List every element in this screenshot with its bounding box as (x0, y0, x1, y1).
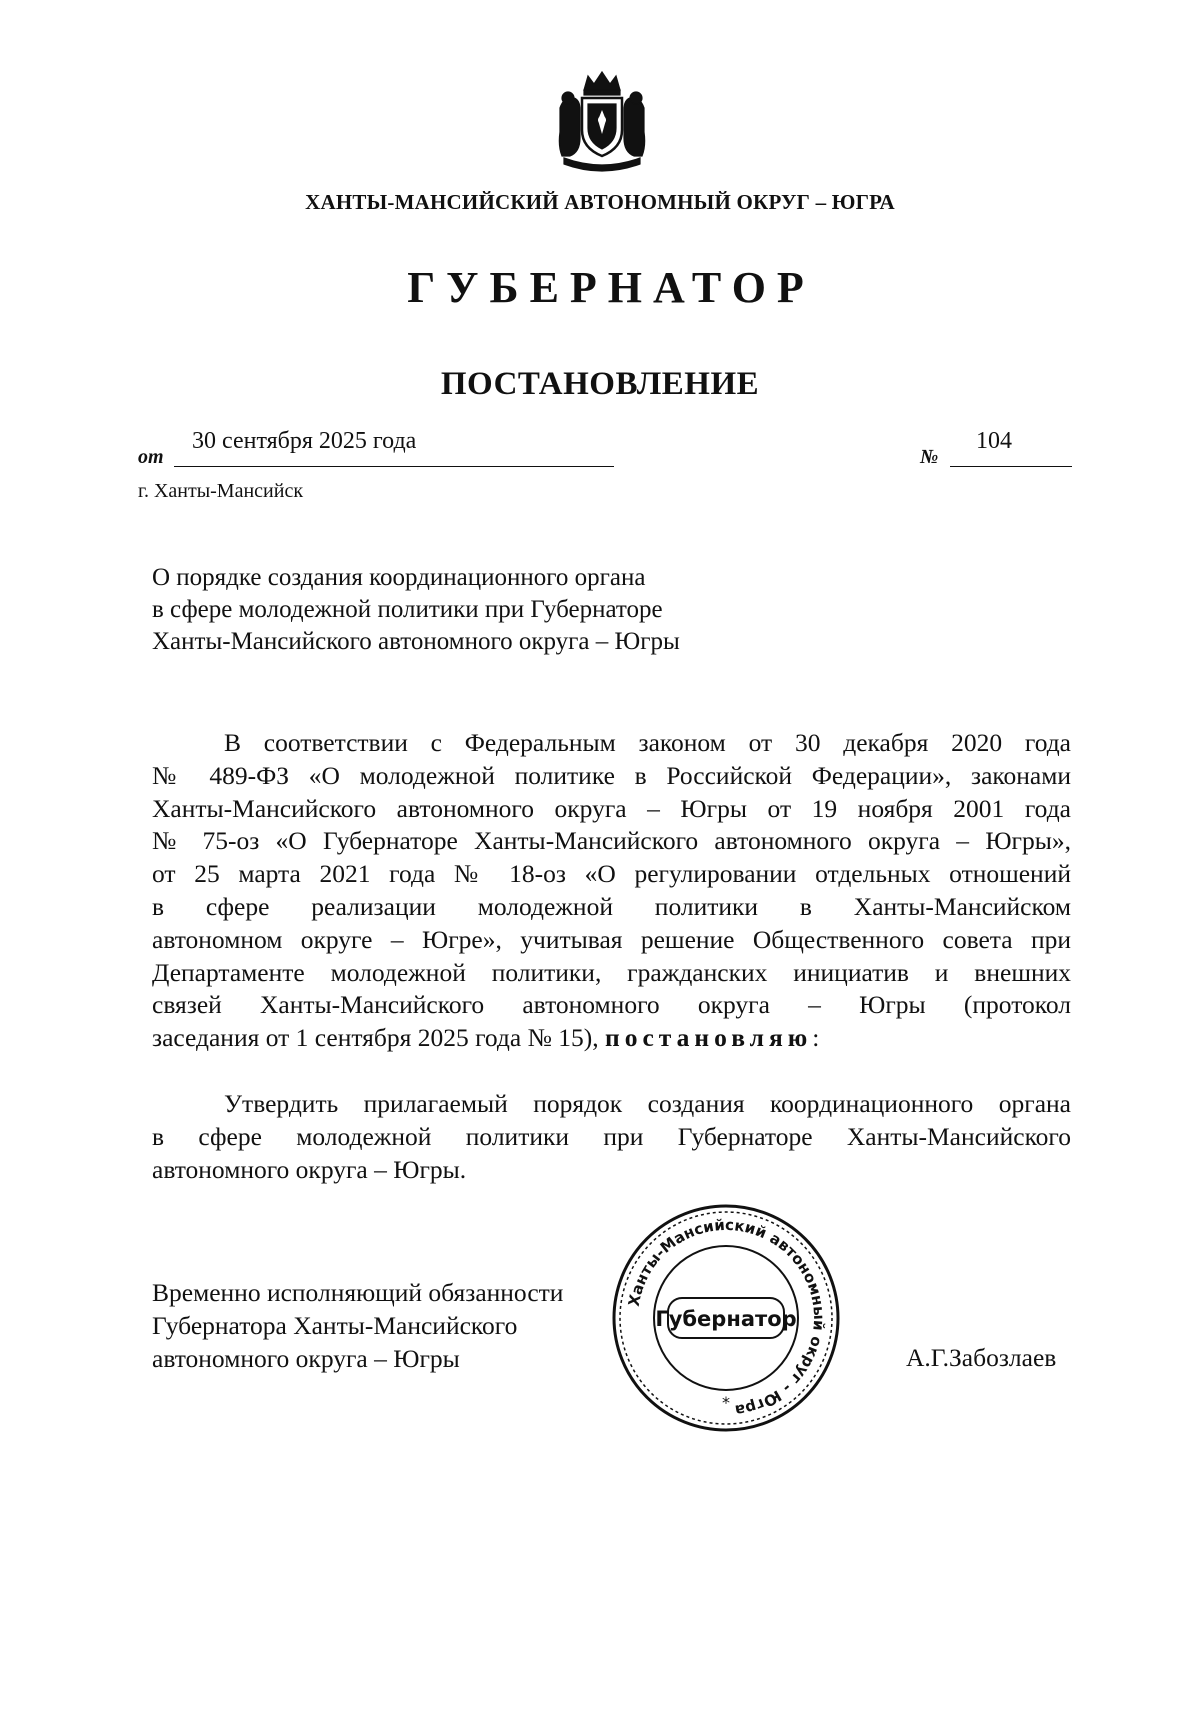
signatory-title-line: Временно исполняющий обязанности (152, 1278, 564, 1307)
document-number: 104 (976, 428, 1012, 454)
text-line: от 25 марта 2021 года № 18-оз «О регулировании отдельных отношений (152, 859, 1071, 889)
text-line (152, 1022, 1071, 1055)
text-line: связей Ханты-Мансийского автономного округа – Югры (протокол (152, 990, 1071, 1020)
text-line: № 75-оз «О Губернаторе Ханты-Мансийского автономного округа – Югры», (152, 826, 1071, 856)
number-underline (950, 466, 1072, 467)
subject-line: Ханты-Мансийского автономного округа – Югры (152, 628, 680, 655)
date-underline (174, 466, 614, 467)
text-line: Департаменте молодежной политики, гражданских инициатив и внешних (152, 957, 1071, 987)
signatory-name: А.Г.Забозлаев (906, 1343, 1057, 1372)
text-line: Утвердить прилагаемый порядок создания координационного органа (224, 1089, 1071, 1118)
document-date: 30 сентября 2025 года (192, 428, 417, 454)
seal-center-text: Губернатор (655, 1307, 797, 1331)
date-number-row (138, 428, 1080, 468)
signatory-title (152, 1277, 672, 1375)
subject-line: О порядке создания координационного органа (152, 564, 646, 591)
region-heading: ХАНТЫ-МАНСИЙСКИЙ АВТОНОМНЫЙ ОКРУГ – ЮГРА (305, 190, 895, 214)
text-line: в сфере реализации молодежной политики в Ханты-Мансийском (152, 891, 1071, 921)
coat-of-arms-icon (550, 68, 654, 174)
preamble-paragraph (152, 727, 1071, 1055)
signatory-title-line: автономного округа – Югры (152, 1343, 460, 1373)
city: г. Ханты-Мансийск (138, 480, 304, 502)
text-line: Ханты-Мансийского автономного округа – Югры от 19 ноября 2001 года (152, 793, 1071, 823)
text-line: В соответствии с Федеральным законом от 30 декабря 2020 года (224, 728, 1071, 757)
svg-text:*: * (722, 1393, 730, 1412)
document-type-heading: ПОСТАНОВЛЕНИЕ (440, 366, 760, 402)
office-heading: ГУБЕРНАТОР (407, 263, 815, 312)
text-fragment: : (812, 1023, 820, 1053)
text-line: автономного округа – Югры. (152, 1154, 467, 1184)
date-prefix: от (138, 446, 164, 468)
text-line: № 489-ФЗ «О молодежной политике в Российской Федерации», законами (152, 760, 1071, 790)
text-fragment: заседания от 1 сентября 2025 года № 15), (152, 1023, 606, 1053)
signatory-title-line: Губернатора Ханты-Мансийского (152, 1310, 518, 1340)
document-subject (152, 562, 852, 658)
text-line: в сфере молодежной политики при Губернаторе Ханты-Мансийского (152, 1121, 1071, 1151)
seal-ring-text: Ханты-Мансийский автономный округ - Югра (624, 1215, 829, 1420)
resolution-paragraph (152, 1088, 1071, 1186)
resolve-word: постановляю (605, 1023, 813, 1053)
text-line: автономном округе – Югре», учитывая решение Общественного совета при (152, 924, 1071, 954)
number-prefix: № (920, 446, 939, 468)
official-seal-icon (610, 1202, 842, 1434)
subject-line: в сфере молодежной политики при Губернаторе (152, 596, 663, 623)
